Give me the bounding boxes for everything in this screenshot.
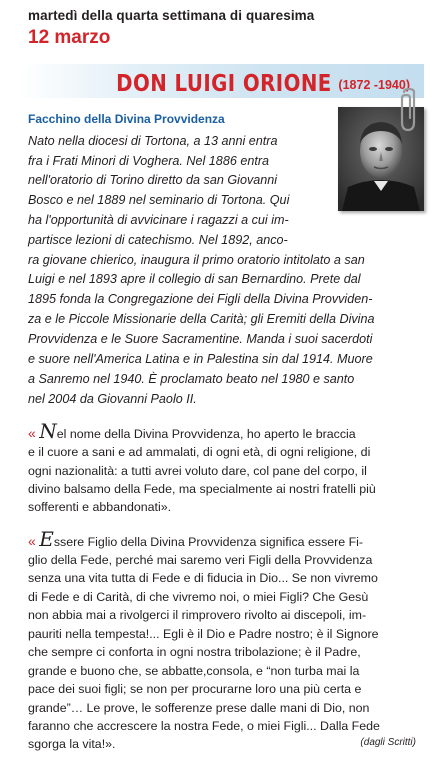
date: 12 marzo (28, 27, 111, 48)
bio-line: nell'oratorio di Torino diretto da san Giovanni (28, 173, 278, 187)
bio-line: e suore nell'America Latina e in Palestina sin dal 1914. Muore (28, 352, 373, 366)
open-quote: « (28, 533, 36, 549)
quote-line: grande e buono che, se abbatte,consola, e “non turba mai la (28, 664, 360, 678)
bio-line: za e le Piccole Missionarie della Carità; gli Eremiti della Divina (28, 312, 375, 326)
bio-line: Provvidenza e le Suore Sacramentine. Manda i suoi sacerdoti (28, 332, 373, 346)
bio-line: fra i Frati Minori di Voghera. Nel 1886 entra (28, 154, 270, 168)
bio-line: Nato nella diocesi di Tortona, a 13 anni entra (28, 134, 278, 148)
quote-line: pace dei suoi figli; se non per procurarne loro una più certa e (28, 682, 362, 696)
saint-years: (1872 -1940) (338, 78, 410, 92)
bio-line: nel 2004 da Giovanni Paolo II. (28, 392, 197, 406)
quote-line: sofferenti e abbandonati». (28, 500, 172, 514)
bio-line: a Sanremo nel 1940. È proclamato beato nel 1980 e santo (28, 372, 355, 386)
saint-name: DON LUIGI ORIONE (116, 71, 332, 97)
drop-initial: E (39, 527, 54, 551)
quote-line: glio della Fede, perché mai saremo veri Figli della Provvidenza (28, 553, 373, 567)
quote-line: pauriti nella tempesta!... Egli è il Dio e Padre nostro; è il Signore (28, 627, 379, 641)
paperclip-icon (398, 88, 420, 132)
quote-line: e il cuore a sani e ad ammalati, di ogni età, di ogni religione, di (28, 445, 371, 459)
saint-subtitle: Facchino della Divina Provvidenza (28, 112, 225, 126)
quote-line: di Fede e di Carità, di che vivremo noi, o miei Figli? Che Gesù (28, 590, 369, 604)
bio-line: 1895 fonda la Congregazione dei Figli della Divina Provviden- (28, 292, 373, 306)
liturgical-day: martedì della quarta settimana di quaresima (28, 8, 315, 23)
quote-line: senza una vita tutta di Fede e di fiducia in Dio... Se non vivremo (28, 571, 378, 585)
quote-first-line (28, 419, 356, 444)
quote-line: che sempre ci conforta in ogni nostra tribolazione; è il Padre, (28, 645, 361, 659)
drop-initial: N (39, 419, 57, 443)
quote-text: ssere Figlio della Divina Provvidenza significa essere Fi- (53, 535, 364, 549)
quote-line: non abbia mai a rivolgerci il rimprovero rivolto ai discepoli, im- (28, 608, 367, 622)
bio-line: Bosco e nel 1889 nel seminario di Tortona. Qui (28, 193, 290, 207)
quote-line: divino balsamo della Fede, ma specialmente ai nostri fratelli più (28, 482, 376, 496)
quote-text: el nome della Divina Provvidenza, ho aperto le braccia (56, 427, 356, 441)
quote-line: ogni nazionalità: a tutti avrei voluto dare, col pane del corpo, il (28, 464, 367, 478)
bio-line: ra giovane chierico, inaugura il primo oratorio intitolato a san (28, 253, 365, 267)
bio-line: partisce lezioni di catechismo. Nel 1892, anco- (28, 233, 288, 247)
bio-line: Luigi e nel 1893 apre il collegio di san Bernardino. Prete dal (28, 272, 361, 286)
quote-line: grande”… Le prove, le sofferenze prese dalle mani di Dio, non (28, 701, 370, 715)
source-citation: (dagli Scritti) (360, 737, 416, 748)
bio-line: ha l'opportunità di avvicinare i ragazzi a cui im- (28, 213, 289, 227)
quote-line: sgorga la vita!». (28, 737, 116, 751)
open-quote: « (28, 425, 36, 441)
quote-line: faranno che accrescere la nostra Fede, o miei Figli... Dalla Fede (28, 719, 380, 733)
quote-first-line (28, 527, 364, 552)
